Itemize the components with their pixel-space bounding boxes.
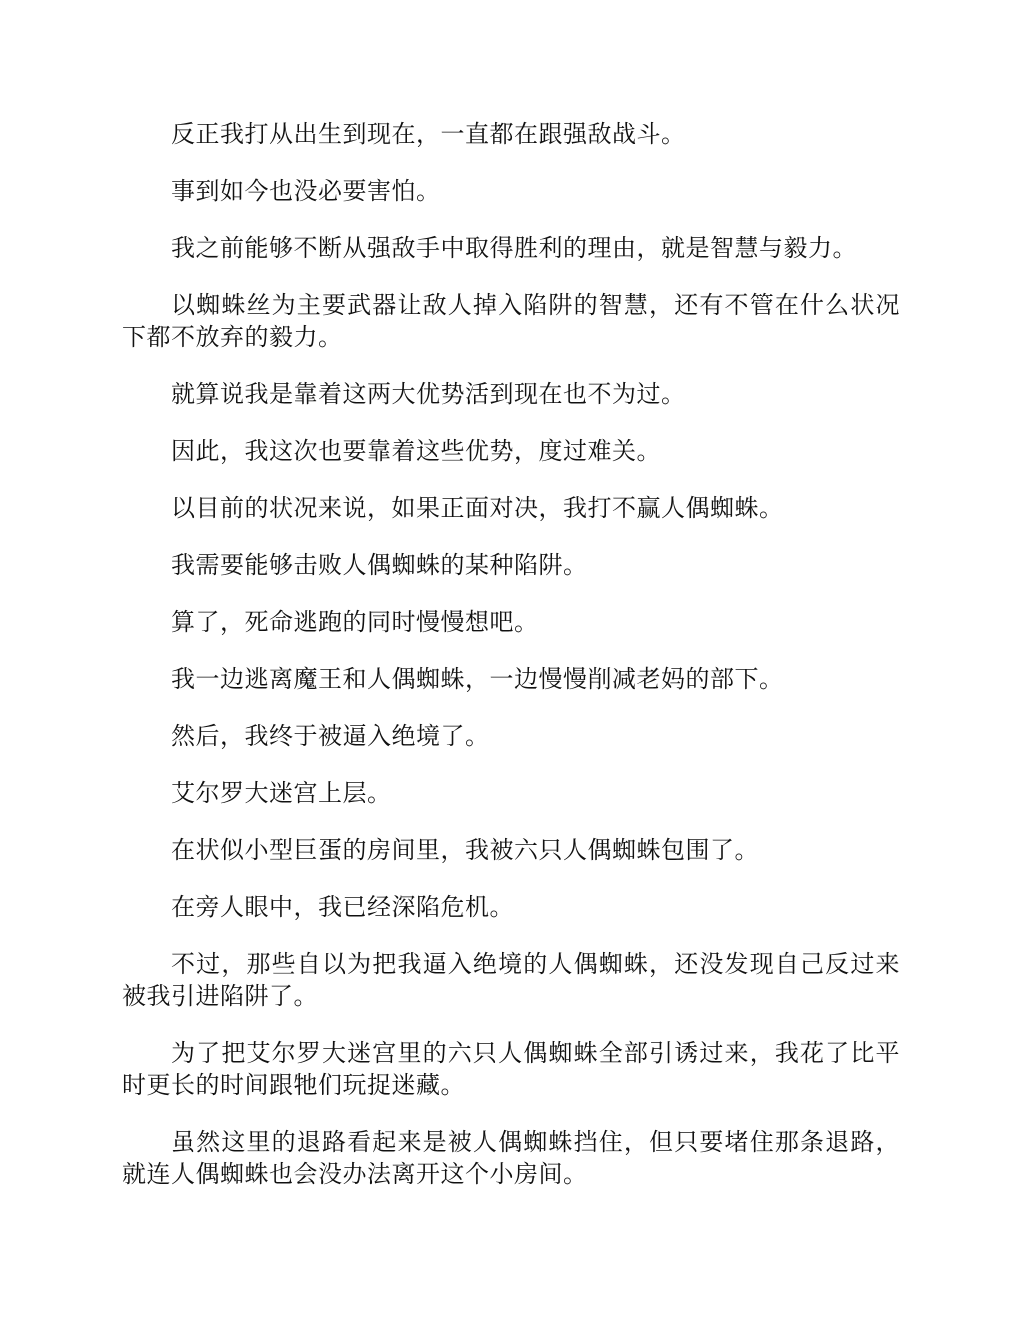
paragraph-7: 以目前的状况来说，如果正面对决，我打不赢人偶蜘蛛。	[171, 494, 784, 522]
paragraph-13: 在状似小型巨蛋的房间里，我被六只人偶蜘蛛包围了。	[171, 836, 759, 864]
paragraph-1: 反正我打从出生到现在，一直都在跟强敌战斗。	[171, 120, 686, 148]
paragraph-5: 就算说我是靠着这两大优势活到现在也不为过。	[171, 380, 686, 408]
paragraph-9: 算了，死命逃跑的同时慢慢想吧。	[171, 608, 539, 636]
paragraph-16: 为了把艾尔罗大迷宫里的六只人偶蜘蛛全部引诱过来，我花了比平时更长的时间跟牠们玩捉迷藏。	[122, 1039, 900, 1099]
paragraph-17: 虽然这里的退路看起来是被人偶蜘蛛挡住，但只要堵住那条退路，就连人偶蜘蛛也会没办法离开这个小房间。	[122, 1128, 900, 1188]
document-page	[122, 118, 900, 1215]
paragraph-11: 然后，我终于被逼入绝境了。	[171, 722, 490, 750]
paragraph-8: 我需要能够击败人偶蜘蛛的某种陷阱。	[171, 551, 588, 579]
paragraph-12: 艾尔罗大迷宫上层。	[171, 779, 392, 807]
paragraph-4: 以蜘蛛丝为主要武器让敌人掉入陷阱的智慧，还有不管在什么状况下都不放弃的毅力。	[122, 291, 900, 351]
paragraph-2: 事到如今也没必要害怕。	[171, 177, 441, 205]
paragraph-10: 我一边逃离魔王和人偶蜘蛛，一边慢慢削减老妈的部下。	[171, 665, 784, 693]
paragraph-14: 在旁人眼中，我已经深陷危机。	[171, 893, 514, 921]
paragraph-15: 不过，那些自以为把我逼入绝境的人偶蜘蛛，还没发现自己反过来被我引进陷阱了。	[122, 950, 900, 1010]
paragraph-3: 我之前能够不断从强敌手中取得胜利的理由，就是智慧与毅力。	[171, 234, 857, 262]
paragraph-6: 因此，我这次也要靠着这些优势，度过难关。	[171, 437, 661, 465]
